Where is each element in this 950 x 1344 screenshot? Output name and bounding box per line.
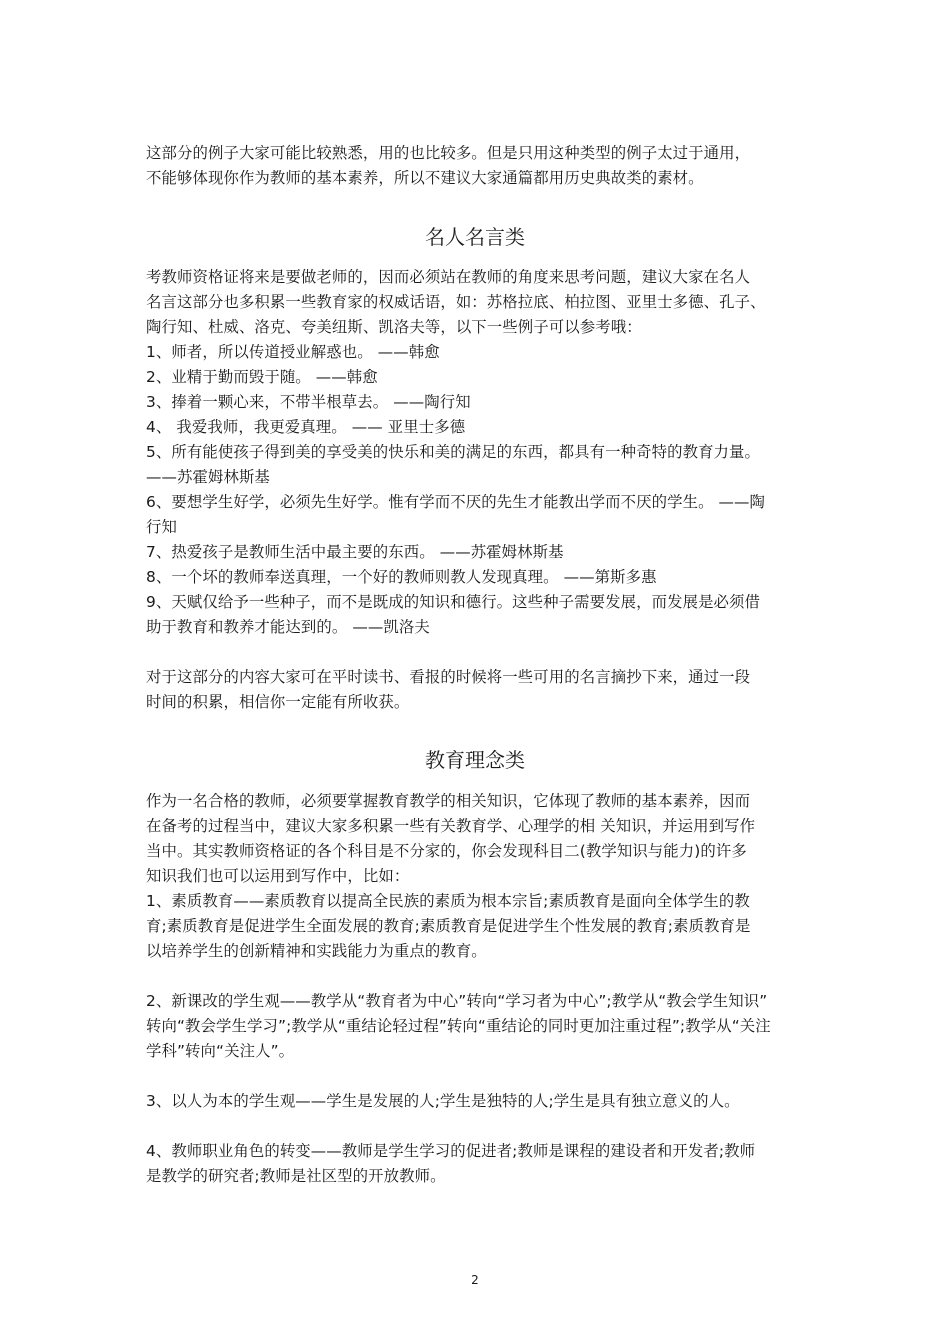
quote-item: 助于教育和教养才能达到的。 ——凯洛夫 [146,618,430,636]
quote-item: 3、捧着一颗心来，不带半根草去。 ——陶行知 [146,393,471,411]
paragraph-line: 陶行知、杜威、洛克、夸美纽斯、凯洛夫等，以下一些例子可以参考哦： [146,318,642,336]
quote-item: 8、一个坏的教师奉送真理，一个好的教师则教人发现真理。 ——第斯多惠 [146,568,657,586]
paragraph-line: 3、以人为本的学生观——学生是发展的人;学生是独特的人;学生是具有独立意义的人。 [146,1092,740,1110]
paragraph-line: 学科”转向“关注人”。 [146,1042,295,1060]
quote-item: 4、 我爱我师，我更爱真理。 —— 亚里士多德 [146,418,466,436]
page-number: 2 [471,1273,479,1287]
quote-item: 9、天赋仅给予一些种子，而不是既成的知识和德行。这些种子需要发展，而发展是必须借 [146,593,761,611]
paragraph-line: 是教学的研究者;教师是社区型的开放教师。 [146,1167,446,1185]
paragraph-line: 名言这部分也多积累一些教育家的权威话语，如：苏格拉底、柏拉图、亚里士多德、孔子、 [146,293,766,311]
intro-line: 这部分的例子大家可能比较熟悉，用的也比较多。但是只用这种类型的例子太过于通用， [146,144,751,162]
quote-item: 行知 [146,518,177,536]
intro-line: 不能够体现你作为教师的基本素养，所以不建议大家通篇都用历史典故类的素材。 [146,169,704,187]
paragraph-line: 在备考的过程当中，建议大家多积累一些有关教育学、心理学的相 关知识，并运用到写作 [146,817,756,835]
paragraph-line: 以培养学生的创新精神和实践能力为重点的教育。 [146,942,487,960]
paragraph-line: 育;素质教育是促进学生全面发展的教育;素质教育是促进学生个性发展的教育;素质教育是 [146,917,751,935]
paragraph-line: 2、新课改的学生观——教学从“教育者为中心”转向“学习者为中心”;教学从“教会学生知识” [146,992,768,1010]
paragraph-line: 时间的积累，相信你一定能有所收获。 [146,693,410,711]
paragraph-line: 当中。其实教师资格证的各个科目是不分家的，你会发现科目二(教学知识与能力)的许多 [146,842,747,860]
paragraph-line: 转向“教会学生学习”;教学从“重结论轻过程”转向“重结论的同时更加注重过程”;教学从“关注 [146,1017,771,1035]
quote-item: ——苏霍姆林斯基 [146,468,270,486]
quote-item: 5、所有能使孩子得到美的享受美的快乐和美的满足的东西，都具有一种奇特的教育力量。 [146,443,761,461]
paragraph-line: 知识我们也可以运用到写作中，比如： [146,867,410,885]
quote-item: 2、业精于勤而毁于随。 ——韩愈 [146,368,378,386]
paragraph-line: 考教师资格证将来是要做老师的，因而必须站在教师的角度来思考问题，建议大家在名人 [146,268,751,286]
paragraph-line: 作为一名合格的教师，必须要掌握教育教学的相关知识，它体现了教师的基本素养，因而 [146,792,751,810]
quote-item: 1、师者，所以传道授业解惑也。 ——韩愈 [146,343,440,361]
section-heading-education-philosophy: 教育理念类 [425,748,525,772]
quote-item: 6、要想学生好学，必须先生好学。惟有学而不厌的先生才能教出学而不厌的学生。 ——陶 [146,493,766,511]
paragraph-line: 4、教师职业角色的转变——教师是学生学习的促进者;教师是课程的建设者和开发者;教师 [146,1142,756,1160]
quote-item: 7、热爱孩子是教师生活中最主要的东西。 ——苏霍姆林斯基 [146,543,564,561]
section-heading-famous-quotes: 名人名言类 [425,225,525,249]
paragraph-line: 1、素质教育——素质教育以提高全民族的素质为根本宗旨;素质教育是面向全体学生的教 [146,892,750,910]
paragraph-line: 对于这部分的内容大家可在平时读书、看报的时候将一些可用的名言摘抄下来，通过一段 [146,668,751,686]
